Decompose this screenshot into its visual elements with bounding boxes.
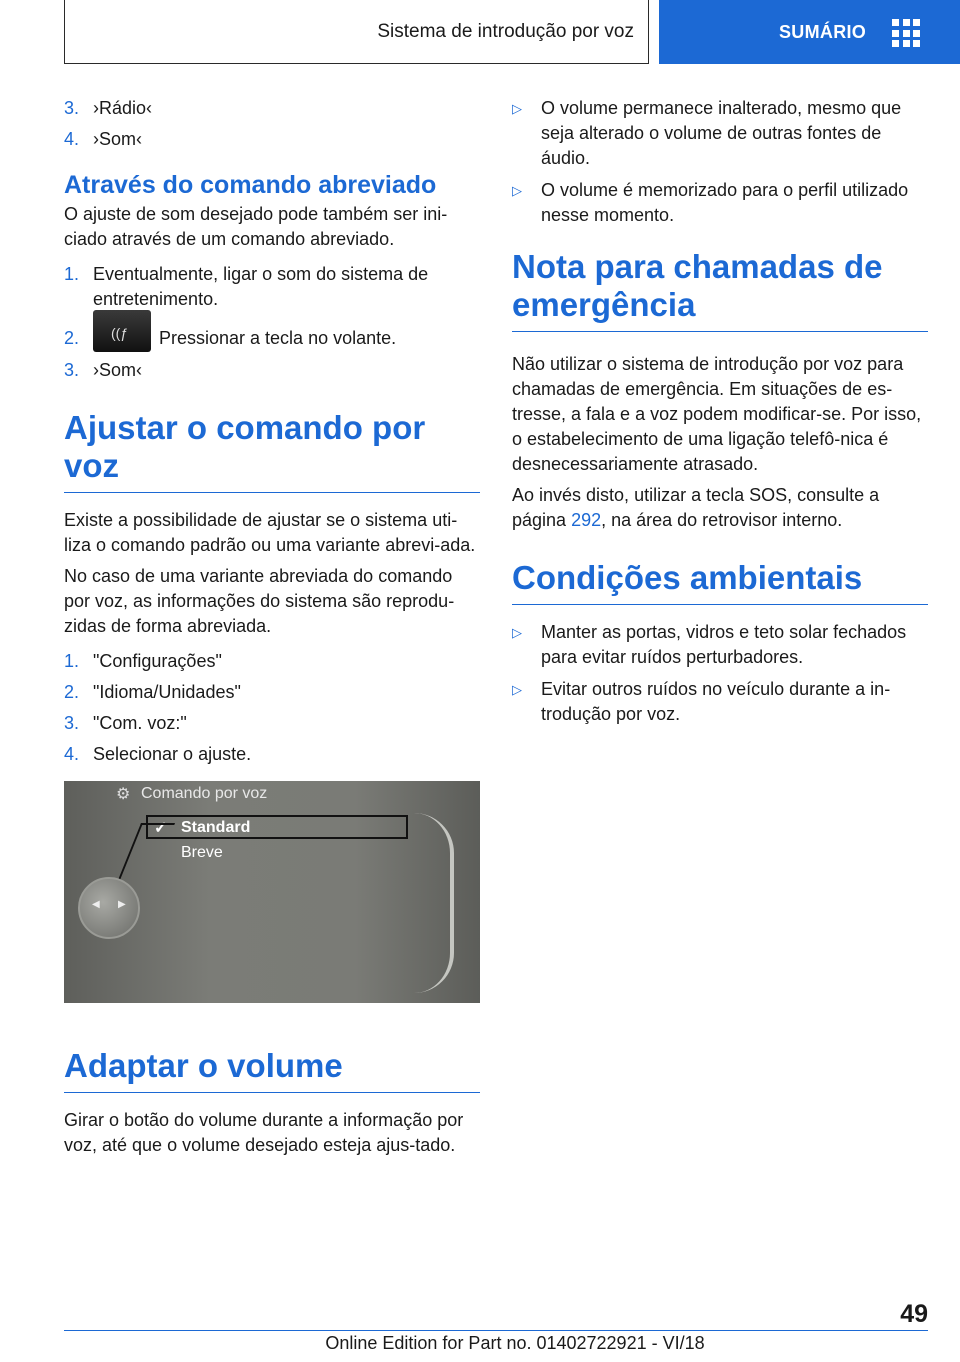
list-number: 3. [64,360,80,381]
list-item [64,127,480,152]
bullet-item [512,96,928,171]
list-text: ›Rádio‹ [93,98,153,118]
option-breve: Breve [181,844,223,862]
bullet-item [512,178,928,228]
list-number: 1. [64,264,80,284]
list-number: 1. [64,651,80,672]
gear-icon: ⚙ [116,786,131,804]
paragraph: No caso de uma variante abreviada do comando por voz, as informações do sistema são reprodu-zidas de forma abreviada. [64,566,455,637]
bullet-text: O volume permanece inalterado, mesmo que seja alterado o volume de outras fontes de áudio. [541,98,902,168]
arrow-right-icon: ▶ [118,899,126,911]
list-number: 2. [64,328,80,348]
footer-edition: Online Edition for Part no. 01402722921 - VI/18 [325,1333,705,1353]
triangle-bullet-icon: ▷ [512,625,522,640]
list-item [64,96,480,121]
triangle-bullet-icon: ▷ [512,183,522,198]
text: , na área do retrovisor interno. [601,510,843,530]
triangle-bullet-icon: ▷ [512,682,522,697]
page-link[interactable]: 292 [571,510,602,530]
bullet-item [512,620,928,670]
bullet-text: Manter as portas, vidros e teto solar fechados para evitar ruídos perturbadores. [541,622,907,667]
list-number: 4. [64,129,80,149]
header-section-title [64,0,649,64]
list-item [64,742,480,767]
list-item [64,326,480,352]
scroll-arc [414,813,454,993]
grid-icon [892,19,920,47]
left-column [64,96,480,1164]
paragraph: Existe a possibilidade de ajustar se o sistema uti-liza o comando padrão ou uma variante abrevi-ada. [64,510,476,556]
list-text: Selecionar o ajuste. [93,744,252,765]
list-number: 3. [64,98,80,118]
voice-button-icon: ((ƒ [93,310,151,352]
footer-divider [64,1330,928,1331]
list-item [64,711,480,736]
bullet-text: O volume é memorizado para o perfil utilizado nesse momento. [541,180,909,225]
list-number: 2. [64,682,80,703]
list-text: "Com. voz:" [93,713,187,734]
paragraph: Não utilizar o sistema de introdução por voz para chamadas de emergência. Em situações de es-tresse, a fala e a voz podem modificar-se. Por isso, o estabelecimento de uma ligação telefô-nica é desnecessariamente atrasado. [512,354,922,474]
list-text: ›Som‹ [93,360,142,381]
list-item [64,649,480,674]
toc-label: SUMÁRIO [779,21,867,42]
section-title: Sistema de introdução por voz [377,20,634,42]
list-text: ›Som‹ [93,129,142,149]
right-column [512,96,928,734]
list-text: "Configurações" [93,651,222,672]
list-item [64,262,480,312]
list-text: Pressionar a tecla no volante. [159,328,397,348]
triangle-bullet-icon: ▷ [512,101,522,116]
checkmark-icon: ✓ [154,820,168,838]
list-text: "Idioma/Unidades" [93,682,241,703]
page-number: 49 [900,1300,928,1328]
text: Ao invés disto, utilizar a tecla SOS, consulte a página [512,485,880,530]
list-text: Eventualmente, ligar o som do sistema de entretenimento. [93,264,429,309]
heading-adjust-voice: Ajustar o comando por voz [64,409,480,493]
heading-adapt-volume: Adaptar o volume [64,1047,480,1093]
heading-emergency: Nota para chamadas de emergência [512,248,928,332]
toc-button[interactable] [659,0,960,64]
list-number: 4. [64,744,80,765]
paragraph: Girar o botão do volume durante a informação por voz, até que o volume desejado esteja ajus-tado. [64,1110,464,1156]
subheading-short-command: Através do comando abreviado [64,171,437,199]
controller-knob-icon [78,877,140,939]
arrow-left-icon: ◀ [92,899,100,911]
heading-environment: Condições ambientais [512,559,928,605]
bullet-text: Evitar outros ruídos no veículo durante a in-trodução por voz. [541,679,891,724]
option-standard: Standard [181,819,251,837]
screen-title: Comando por voz [141,785,268,803]
paragraph [512,483,928,533]
bullet-item [512,677,928,727]
paragraph: O ajuste de som desejado pode também ser ini-ciado através de um comando abreviado. [64,204,448,249]
list-number: 3. [64,713,80,734]
idrive-screen-image [64,781,480,1003]
list-item [64,680,480,705]
list-item [64,358,480,383]
